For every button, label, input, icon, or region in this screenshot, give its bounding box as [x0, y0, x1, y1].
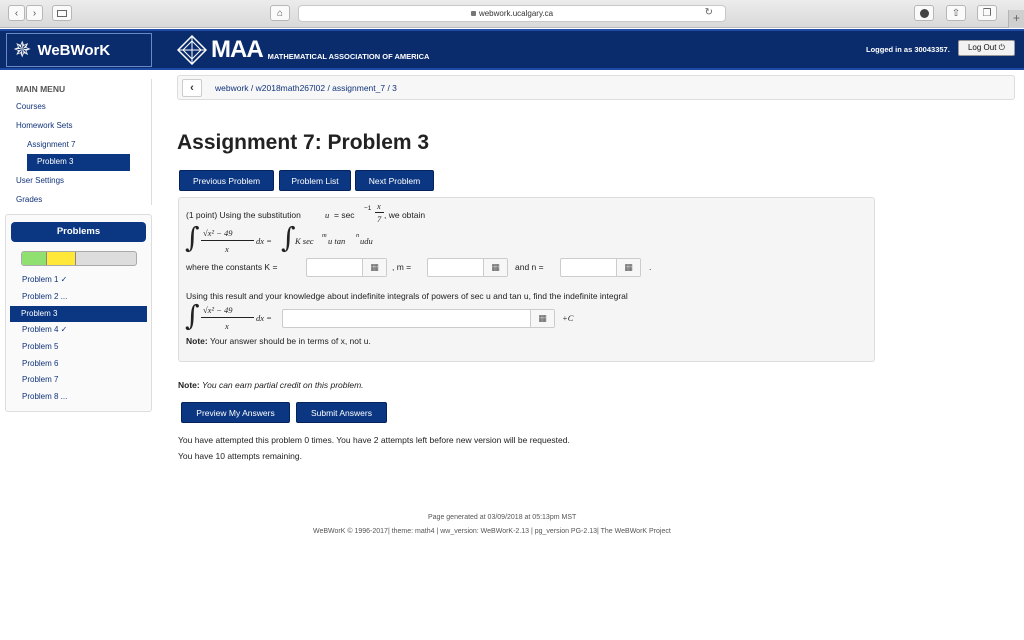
- integral-dx: dx =: [256, 236, 272, 246]
- integral-rhs-du: udu: [360, 236, 373, 246]
- integral-sign-2: ∫: [185, 299, 200, 332]
- back-nav-button[interactable]: [8, 5, 25, 21]
- home-icon: ⌂: [276, 7, 284, 19]
- site-header: [0, 29, 1024, 70]
- integral2-denominator: x: [225, 321, 229, 331]
- integral-rhs-k-sec: K sec: [295, 236, 314, 246]
- integral2-frac-line: [201, 317, 254, 318]
- page-title: Assignment 7: Problem 3: [177, 131, 430, 154]
- breadcrumb[interactable]: webwork / w2018math267l02 / assignment_7 / 3: [215, 83, 397, 93]
- integral-denominator: x: [225, 244, 229, 254]
- integral-rhs-m-sup: m: [322, 232, 327, 239]
- chevron-left-icon: ‹: [190, 82, 194, 94]
- tabs-button[interactable]: [977, 5, 997, 21]
- chevron-right-icon: ›: [32, 7, 37, 19]
- note-label: Note:: [186, 336, 208, 346]
- share-icon: ⇧: [951, 7, 961, 19]
- m-label: , m =: [392, 262, 412, 272]
- integral-rhs-n-sup: n: [356, 232, 360, 239]
- menu-item-problem-3[interactable]: Problem 3: [27, 154, 130, 171]
- problem-link-2[interactable]: Problem 2 ...: [22, 292, 68, 301]
- download-button[interactable]: [914, 5, 934, 21]
- note-text: Your answer should be in terms of x, not u.: [210, 336, 371, 346]
- menu-item-homework-sets[interactable]: Homework Sets: [16, 121, 73, 130]
- maa-short-text: MAA: [211, 36, 263, 63]
- main-menu: [5, 79, 152, 205]
- problem-list-button[interactable]: Problem List: [279, 170, 351, 191]
- tabs-icon: ❐: [982, 7, 992, 19]
- problem-link-3[interactable]: Problem 3: [10, 306, 147, 322]
- progress-partial-segment: [47, 252, 76, 265]
- integral2-numerator: √x² − 49: [203, 305, 233, 315]
- menu-item-grades[interactable]: Grades: [16, 195, 43, 204]
- period: .: [649, 262, 652, 272]
- logout-button[interactable]: Log Out ⏻: [958, 40, 1015, 56]
- logged-in-status: Logged in as 30043357.: [866, 45, 950, 54]
- integral-numerator: √x² − 49: [203, 228, 233, 238]
- progress-correct-segment: [22, 252, 47, 265]
- breadcrumb-back-button[interactable]: [182, 79, 202, 97]
- integral-rhs-u-tan: u tan: [328, 236, 346, 246]
- equation-editor-icon[interactable]: ▦: [530, 310, 554, 327]
- browser-toolbar: [0, 0, 1024, 28]
- main-menu-title: MAIN MENU: [16, 84, 66, 94]
- lock-icon: [471, 11, 476, 16]
- attempts-info: You have attempted this problem 0 times. You have 2 attempts left before new version will be requested.: [178, 435, 570, 445]
- integral-sign-rhs: ∫: [281, 221, 296, 254]
- problems-panel-title: Problems: [11, 222, 146, 242]
- chevron-left-icon: ‹: [14, 7, 19, 19]
- menu-item-courses[interactable]: Courses: [16, 102, 46, 111]
- constants-label: where the constants K =: [186, 262, 278, 272]
- answer-m-input[interactable]: [427, 258, 508, 277]
- problem-link-7[interactable]: Problem 7: [22, 375, 59, 384]
- integral2-dx: dx =: [256, 313, 272, 323]
- partial-credit-note: [178, 380, 364, 390]
- address-bar[interactable]: [298, 5, 726, 22]
- maa-icon: [177, 35, 207, 65]
- breadcrumb-bar: [177, 75, 1015, 100]
- footer-credits: WeBWorK © 1996-2017| theme: math4 | ww_version: WeBWorK-2.13 | pg_version PG-2.13| The WeBWorK Project: [313, 528, 671, 535]
- answer-n-input[interactable]: [560, 258, 641, 277]
- sidebar-toggle-button[interactable]: [52, 5, 72, 21]
- substitution-frac-num: x: [377, 201, 381, 211]
- home-button[interactable]: [270, 5, 290, 21]
- address-url: [299, 9, 725, 18]
- new-tab-button[interactable]: [1008, 10, 1024, 28]
- integral-sign: ∫: [185, 221, 200, 254]
- using-result-text: Using this result and your knowledge about indefinite integrals of powers of sec u and tan u, find the indefinite integral: [186, 291, 628, 301]
- answer-integral-input[interactable]: [282, 309, 555, 328]
- plus-icon: +: [1012, 11, 1020, 25]
- integral-frac-line: [201, 240, 254, 241]
- problem-intro: (1 point) Using the substitution: [186, 210, 301, 220]
- n-label: and n =: [515, 262, 544, 272]
- substitution-frac-line: [375, 212, 384, 213]
- webwork-logo[interactable]: [6, 33, 152, 67]
- maa-logo[interactable]: [177, 34, 429, 66]
- substitution-inverse-sup: −1: [364, 205, 372, 212]
- preview-answers-button[interactable]: Preview My Answers: [181, 402, 290, 423]
- url-text: webwork.ucalgary.ca: [478, 9, 554, 18]
- problem-link-4[interactable]: Problem 4 ✓: [22, 325, 68, 334]
- forward-nav-button[interactable]: [26, 5, 43, 21]
- problem-box: [178, 197, 875, 362]
- webwork-logo-text: WeBWorK: [37, 41, 111, 59]
- footer-generated: Page generated at 03/09/2018 at 05:13pm MST: [428, 514, 577, 521]
- problem-link-5[interactable]: Problem 5: [22, 342, 59, 351]
- we-obtain-text: , we obtain: [384, 210, 426, 220]
- maa-long-text: MATHEMATICAL ASSOCIATION OF AMERICA: [267, 51, 430, 61]
- sidebar-icon: [57, 10, 67, 17]
- equation-editor-icon[interactable]: ▦: [483, 259, 507, 276]
- answer-k-input[interactable]: [306, 258, 387, 277]
- partial-credit-text: You can earn partial credit on this problem.: [199, 380, 364, 390]
- substitution-sec: = sec: [334, 210, 355, 220]
- substitution-frac-den: 7: [377, 214, 382, 224]
- download-icon: [920, 9, 929, 18]
- previous-problem-button[interactable]: Previous Problem: [179, 170, 274, 191]
- reload-icon[interactable]: ↻: [704, 7, 713, 18]
- next-problem-button[interactable]: Next Problem: [355, 170, 434, 191]
- menu-item-user-settings[interactable]: User Settings: [16, 176, 65, 185]
- attempts-remaining: You have 10 attempts remaining.: [178, 451, 302, 461]
- equation-editor-icon[interactable]: ▦: [362, 259, 386, 276]
- substitution-u: u: [325, 210, 330, 220]
- plus-c: +C: [562, 313, 574, 323]
- problem-link-1[interactable]: Problem 1 ✓: [22, 275, 68, 284]
- partial-credit-label: Note:: [178, 380, 200, 390]
- equation-editor-icon[interactable]: ▦: [616, 259, 640, 276]
- submit-answers-button[interactable]: Submit Answers: [296, 402, 387, 423]
- share-button[interactable]: [946, 5, 966, 21]
- progress-bar: [21, 251, 137, 266]
- menu-item-assignment-7[interactable]: Assignment 7: [27, 140, 76, 149]
- problem-link-8[interactable]: Problem 8 ...: [22, 392, 68, 401]
- star-icon: ✵: [13, 37, 32, 62]
- problem-link-6[interactable]: Problem 6: [22, 359, 59, 368]
